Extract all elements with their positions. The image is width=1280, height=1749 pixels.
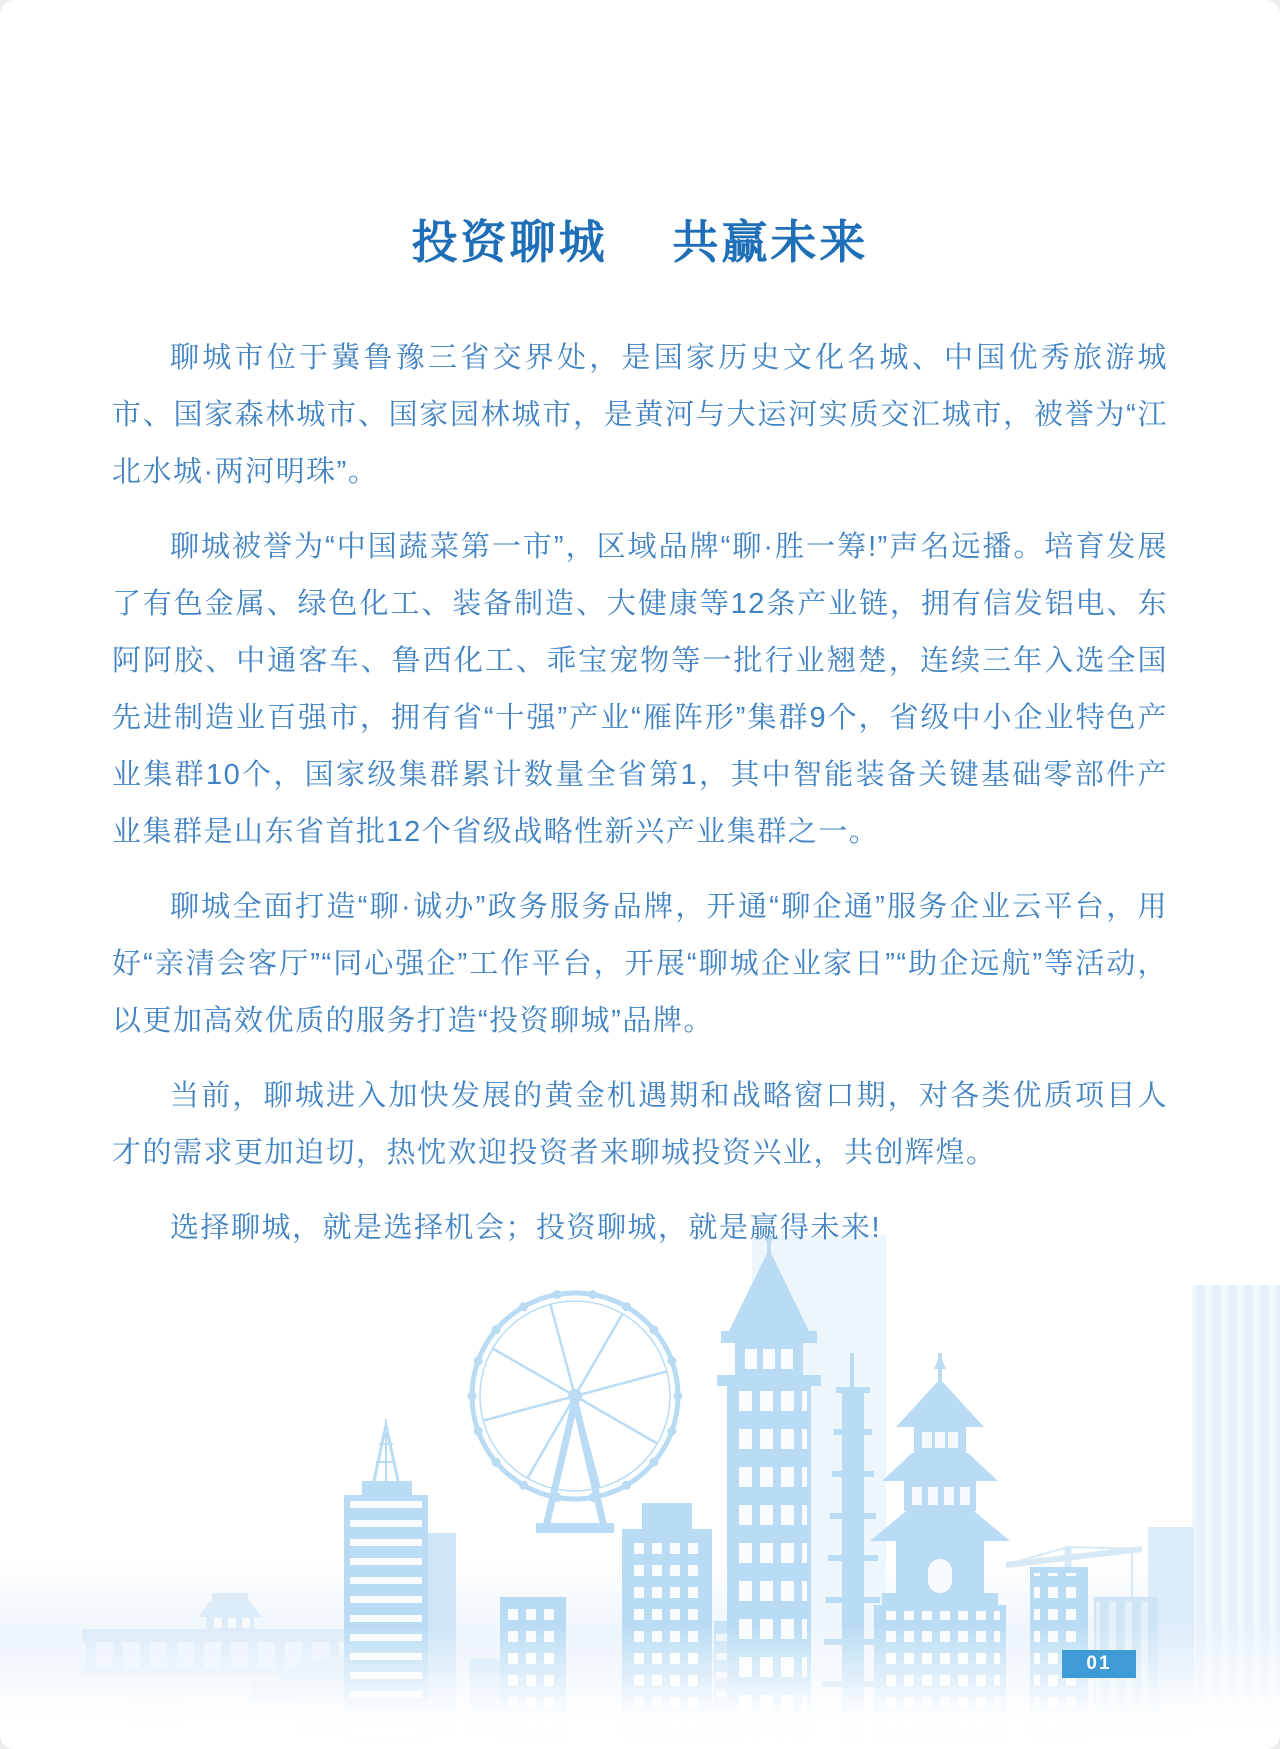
body-paragraph-5: 选择聊城，就是选择机会；投资聊城，就是赢得未来! xyxy=(170,1212,882,1244)
page-number-badge xyxy=(1062,1650,1136,1678)
body-paragraph-1: 聊城市位于冀鲁豫三省交界处，是国家历史文化名城、中国优秀旅游城市、国家森林城市、国家园林城市，是黄河与大运河实质交汇城市，被誉为“江北水城·两河明珠”。 xyxy=(112,342,1168,488)
bottom-fade xyxy=(0,1625,1280,1749)
body-paragraph-2: 聊城被誉为“中国蔬菜第一市”，区域品牌“聊·胜一筹!”声名远播。培育发展了有色金属、绿色化工、装备制造、大健康等12条产业链，拥有信发铝电、东阿阿胶、中通客车、鲁西化工、乖宝宠物等一批行业翘楚，连续三年入选全国先进制造业百强市，拥有省“十强”产业“雁阵形”集群9个，省级中小企业特色产业集群10个，国家级集群累计数量全省第1，其中智能装备关键基础零部件产业集群是山东省首批12个省级战略性新兴产业集群之一。 xyxy=(112,531,1168,848)
ferris-wheel-icon xyxy=(468,1290,683,1533)
body-paragraph-4: 当前，聊城进入加快发展的黄金机遇期和战略窗口期，对各类优质项目人才的需求更加迫切，热忱欢迎投资者来聊城投资兴业，共创辉煌。 xyxy=(112,1080,1168,1169)
page-content xyxy=(112,0,1168,1275)
body-text xyxy=(112,330,1168,1257)
body-paragraph-3: 聊城全面打造“聊·诚办”政务服务品牌，开通“聊企通”服务企业云平台，用好“亲清会客厅”“同心强企”工作平台，开展“聊城企业家日”“助企远航”等活动，以更加高效优质的服务打造“投资聊城”品牌。 xyxy=(112,891,1168,1037)
page-title: 投资聊城 共赢未来 xyxy=(411,216,869,268)
page-number: 01 xyxy=(1086,1653,1112,1674)
